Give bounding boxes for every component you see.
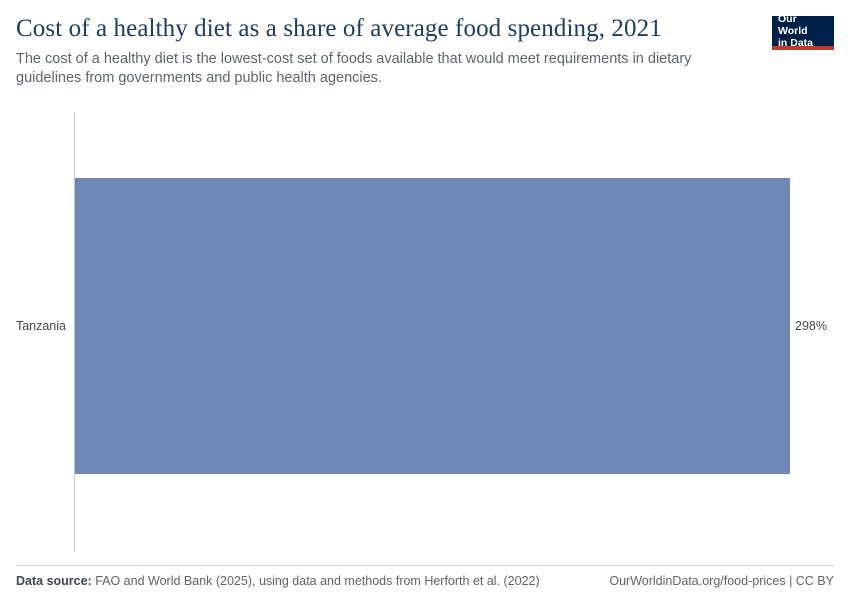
logo-line-2: in Data (778, 37, 814, 49)
attribution-link[interactable]: OurWorldinData.org/food-prices | CC BY (609, 574, 834, 588)
bar-tanzania[interactable] (75, 178, 790, 474)
data-source-label: Data source: (16, 574, 92, 588)
chart-subtitle: The cost of a healthy diet is the lowest-cost set of foods available that would meet requirements in dietary guidelines from governments and public health agencies. (16, 51, 692, 86)
bar-value-label: 298% (795, 319, 827, 333)
bar-category-label: Tanzania (15, 319, 66, 333)
chart-footer (16, 574, 834, 588)
chart-header (16, 14, 834, 88)
footer-divider (16, 565, 834, 566)
our-world-in-data-logo[interactable] (772, 13, 834, 50)
page-title: Cost of a healthy diet as a share of average food spending, 2021 (16, 15, 662, 42)
bar-row (0, 178, 850, 474)
chart-plot-area (0, 100, 850, 552)
data-source-text: FAO and World Bank (2025), using data and methods from Herforth et al. (2022) (91, 574, 540, 588)
logo-line-1: Our World (778, 13, 808, 37)
data-source (16, 574, 540, 588)
